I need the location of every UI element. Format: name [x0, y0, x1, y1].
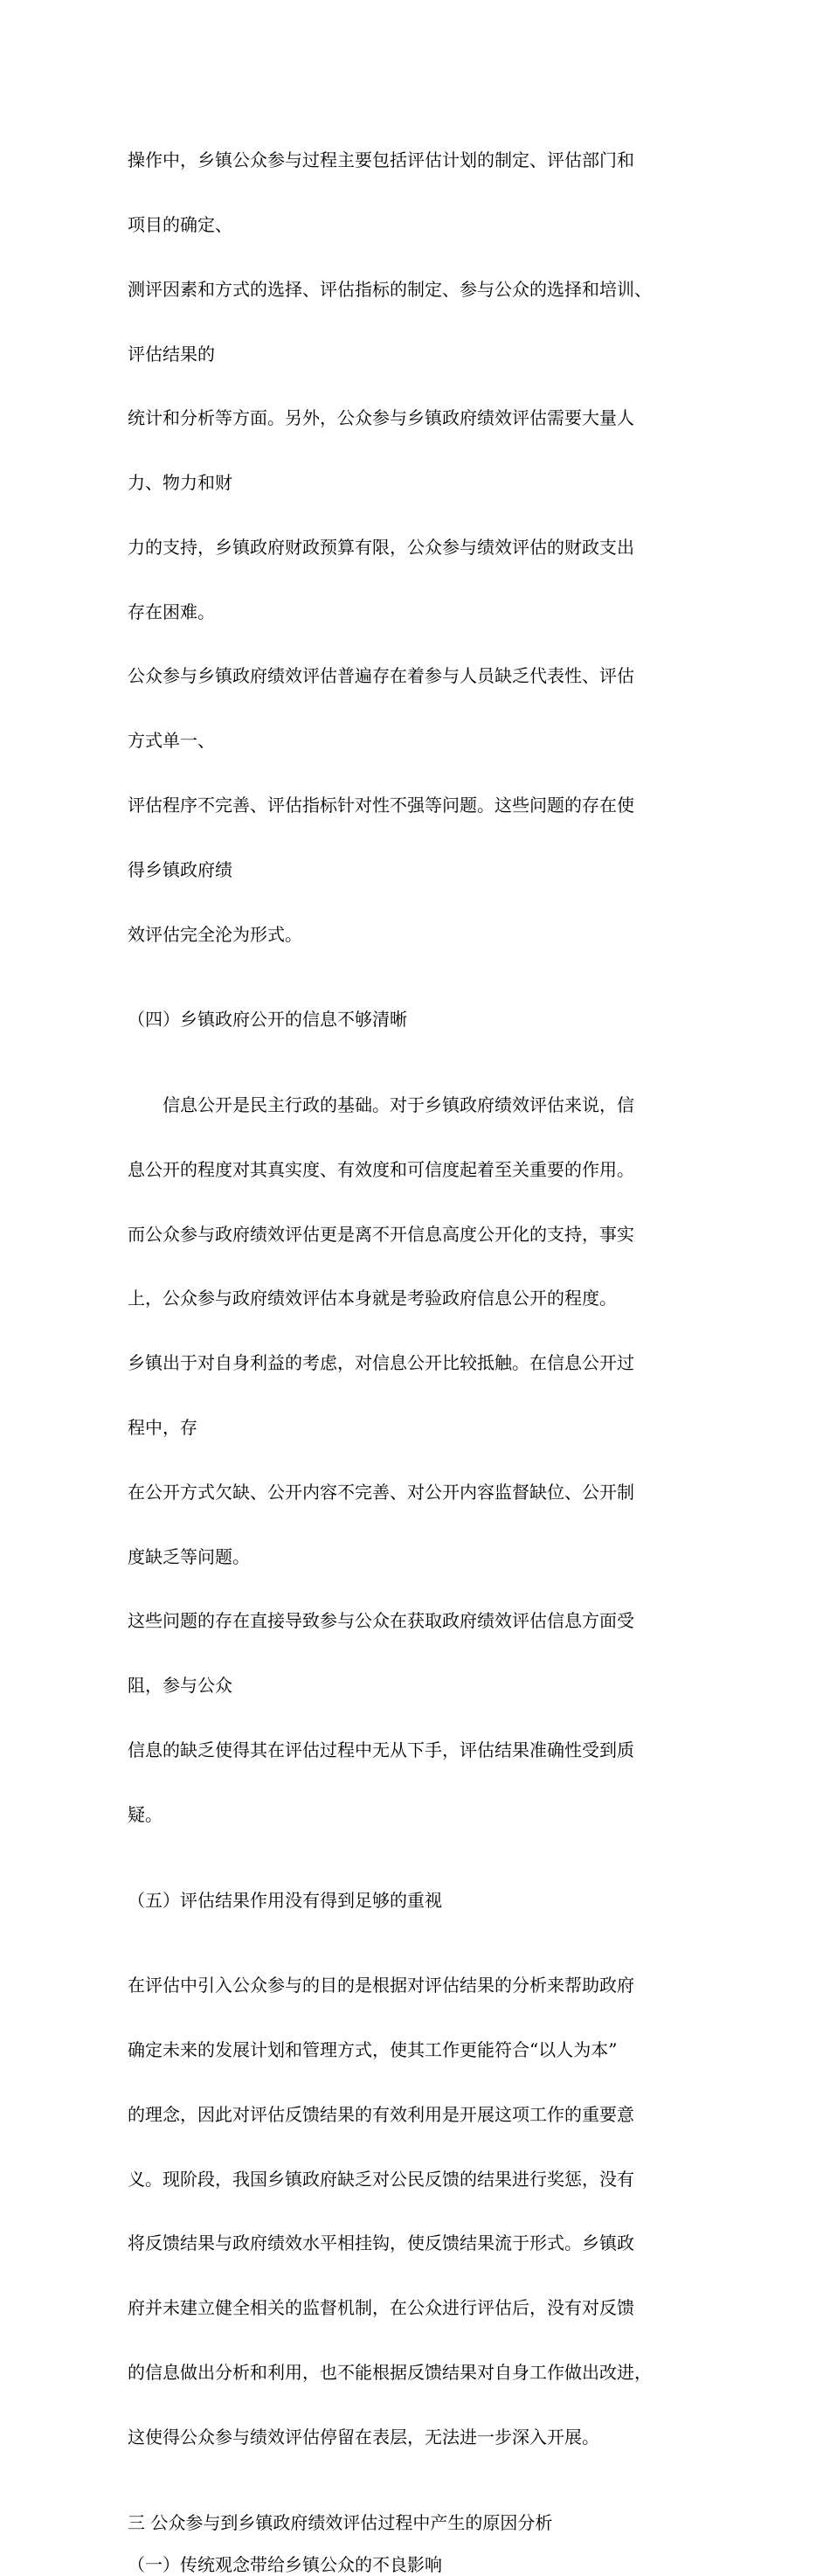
text-line: 评估结果的: [128, 343, 215, 365]
text-line: 存在困难。: [128, 601, 215, 622]
text-line: 将反馈结果与政府绩效水平相挂钩，使反馈结果流于形式。乡镇政: [128, 2232, 634, 2254]
text-line: 息公开的程度对其真实度、有效度和可信度起着至关重要的作用。: [128, 1158, 634, 1180]
text-line: 力的支持，乡镇政府财政预算有限，公众参与绩效评估的财政支出: [128, 536, 634, 558]
text-line: 度缺乏等问题。: [128, 1545, 250, 1567]
text-line: 乡镇出于对自身利益的考虑，对信息公开比较抵触。在信息公开过: [128, 1352, 634, 1374]
text-line: 信息的缺乏使得其在评估过程中无从下手，评估结果准确性受到质: [128, 1739, 634, 1760]
text-line: 评估程序不完善、评估指标针对性不强等问题。这些问题的存在使: [128, 795, 634, 816]
text-line: 力、物力和财: [128, 472, 232, 494]
paragraph-evaluation-results: [128, 1932, 701, 2490]
text-line: 公众参与乡镇政府绩效评估普遍存在着参与人员缺乏代表性、评估: [128, 665, 634, 687]
text-line: 这使得公众参与绩效评估停留在表层，无法进一步深入开展。: [128, 2426, 599, 2448]
text-line: 统计和分析等方面。另外，公众参与乡镇政府绩效评估需要大量人: [128, 407, 634, 429]
text-line: 而公众参与政府绩效评估更是离不开信息高度公开化的支持，事实: [128, 1223, 634, 1245]
text-line: 操作中，乡镇公众参与过程主要包括评估计划的制定、评估部门和: [128, 149, 634, 171]
subheading-five: （五）评估结果作用没有得到足够的重视: [128, 1889, 442, 1911]
spacer: [128, 2491, 701, 2512]
spacer: [128, 1911, 701, 1932]
text-line: 项目的确定、: [128, 213, 232, 235]
text-line: 在评估中引入公众参与的目的是根据对评估结果的分析来帮助政府: [128, 1975, 634, 1996]
spacer: [128, 1869, 701, 1890]
text-line: 得乡镇政府绩: [128, 858, 232, 880]
text-line: 上，公众参与政府绩效评估本身就是考验政府信息公开的程度。: [128, 1288, 617, 1309]
spacer: [128, 988, 701, 1009]
subheading-four: （四）乡镇政府公开的信息不够清晰: [128, 1009, 407, 1031]
text-line: 这些问题的存在直接导致参与公众在获取政府绩效评估信息方面受: [128, 1610, 634, 1632]
text-line: 的信息做出分析和利用，也不能根据反馈结果对自身工作做出改进，: [128, 2361, 652, 2383]
paragraph-information-disclosure: [128, 1052, 701, 1869]
text-line: 府并未建立健全相关的监督机制，在公众进行评估后，没有对反馈: [128, 2297, 634, 2319]
spacer: [128, 2533, 701, 2554]
text-line: 测评因素和方式的选择、评估指标的制定、参与公众的选择和培训、: [128, 278, 652, 300]
text-line: 效评估完全沦为形式。: [128, 923, 302, 945]
text-line: 义。现阶段，我国乡镇政府缺乏对公民反馈的结果进行奖惩，没有: [128, 2168, 634, 2190]
text-line: 在公开方式欠缺、公开内容不完善、对公开内容监督缺位、公开制: [128, 1481, 634, 1503]
text-line: 的理念，因此对评估反馈结果的有效利用是开展这项工作的重要意: [128, 2103, 634, 2125]
text-line: 信息公开是民主行政的基础。对于乡镇政府绩效评估来说，信: [128, 1094, 634, 1116]
document-page: [128, 107, 701, 2576]
subheading-one: （一）传统观念带给乡镇公众的不良影响: [128, 2554, 442, 2576]
text-line: 程中，存: [128, 1417, 197, 1439]
paragraph-evaluation-operation: [128, 107, 701, 988]
text-line: 疑。: [128, 1803, 163, 1825]
text-line: 方式单一、: [128, 730, 215, 752]
text-line: 阻，参与公众: [128, 1675, 232, 1697]
spacer: [128, 1031, 701, 1052]
section-three-heading: 三 公众参与到乡镇政府绩效评估过程中产生的原因分析: [128, 2511, 553, 2533]
text-line: 确定未来的发展计划和管理方式，使其工作更能符合“以人为本”: [128, 2039, 618, 2061]
